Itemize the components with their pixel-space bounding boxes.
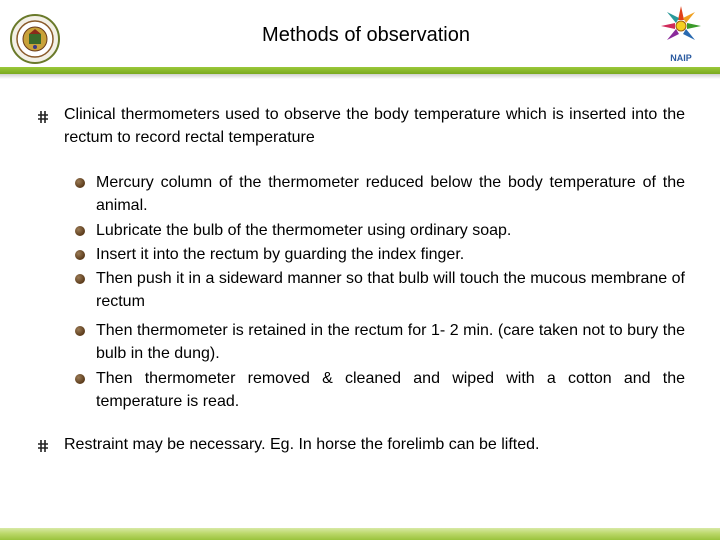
sub-point: Lubricate the bulb of the thermometer using ordinary soap. [96,222,512,239]
sub-point: Then thermometer is retained in the rectum for 1- 2 min. (care taken not to bury the bulb in the dung). [96,322,685,362]
hash-bullet-icon [37,110,49,124]
main-point: Restraint may be necessary. Eg. In horse the forelimb can be lifted. [64,436,540,453]
round-bullet-icon [75,250,85,260]
top-divider-shadow [0,74,720,79]
slide-header [0,0,720,70]
round-bullet-icon [75,274,85,284]
naip-logo [650,4,712,66]
sub-point: Then thermometer removed & cleaned and wiped with a cotton and the temperature is read. [96,370,685,410]
round-bullet-icon [75,178,85,188]
round-bullet-icon [75,326,85,336]
bottom-divider-bar [0,528,720,540]
sub-point: Then push it in a sideward manner so that bulb will touch the mucous membrane of rectum [96,270,685,310]
round-bullet-icon [75,374,85,384]
hash-bullet-icon [37,439,49,453]
main-point: Clinical thermometers used to observe the body temperature which is inserted into the rectum to record rectal temperature [64,106,685,146]
round-bullet-icon [75,226,85,236]
slide-title: Methods of observation [262,24,470,46]
sub-point: Insert it into the rectum by guarding the index finger. [96,246,465,263]
top-divider-bar [0,67,720,74]
naip-logo-text: NAIP [670,53,692,63]
sub-point: Mercury column of the thermometer reduced below the body temperature of the animal. [96,174,685,214]
